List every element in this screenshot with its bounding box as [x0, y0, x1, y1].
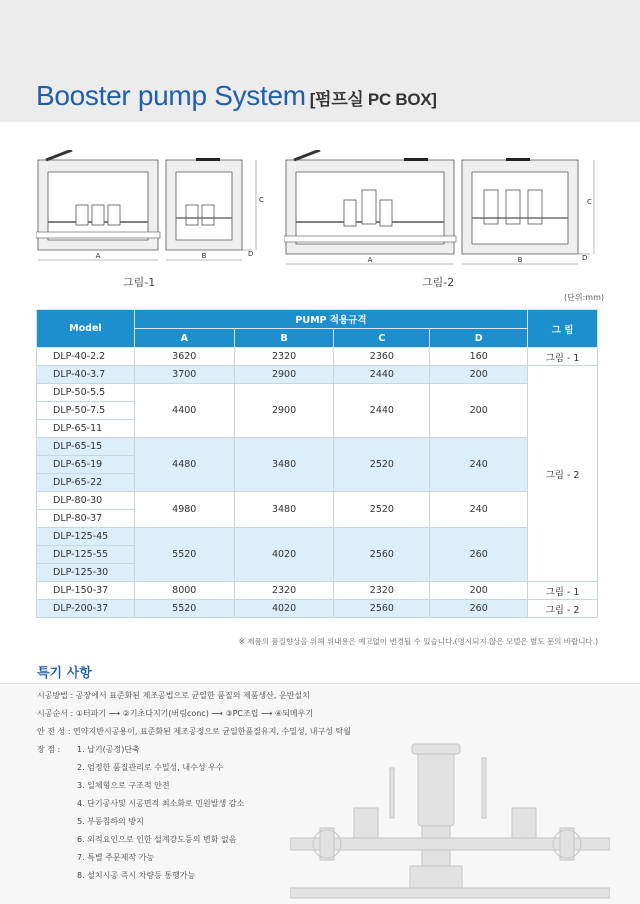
table-row	[37, 582, 598, 600]
b-cell: 2320	[234, 582, 334, 600]
figure-cell: 그림 - 2	[528, 366, 598, 582]
c-cell: 2520	[334, 438, 430, 492]
a-cell: 3700	[134, 366, 234, 384]
table-row	[37, 528, 598, 546]
feature-order: 시공순서 : ①터파기 ⟶ ②기초다지기(버림conc) ⟶ ③PC조립 ⟶ ④되메우기	[37, 709, 314, 718]
header-d: D	[430, 329, 528, 348]
a-cell: 4980	[134, 492, 234, 528]
c-cell: 2520	[334, 492, 430, 528]
model-cell: DLP-125-55	[37, 546, 135, 564]
header-c: C	[334, 329, 430, 348]
unit-label: (단위:mm)	[564, 293, 604, 302]
fig2-label-a: A	[367, 256, 373, 264]
d-cell: 260	[430, 528, 528, 582]
a-cell: 3620	[134, 348, 234, 366]
a-cell: 8000	[134, 582, 234, 600]
figure-2-caption: 그림-2	[422, 276, 455, 289]
advantage-item: 8. 설치시공 즉시 차량등 통행가능	[77, 871, 196, 880]
feature-advantages-label: 장 점 :	[37, 745, 61, 754]
b-cell: 2900	[234, 366, 334, 384]
model-cell: DLP-125-45	[37, 528, 135, 546]
features-divider	[0, 683, 640, 684]
model-cell: DLP-50-5.5	[37, 384, 135, 402]
c-cell: 2320	[334, 582, 430, 600]
c-cell: 2440	[334, 366, 430, 384]
b-cell: 4020	[234, 600, 334, 618]
table-row	[37, 366, 598, 384]
b-cell: 3480	[234, 492, 334, 528]
pump-illustration	[290, 738, 610, 904]
b-cell: 2320	[234, 348, 334, 366]
a-cell: 5520	[134, 600, 234, 618]
d-cell: 240	[430, 492, 528, 528]
model-cell: DLP-80-30	[37, 492, 135, 510]
model-cell: DLP-65-22	[37, 474, 135, 492]
figures	[0, 150, 640, 300]
figure-cell: 그림 - 1	[528, 582, 598, 600]
table-row	[37, 600, 598, 618]
disclaimer-note: ※ 제품의 품질향상을 위해 위내용은 예고없이 변경될 수 있습니다.(명시되지 않은 모델은 별도 문의 바랍니다.)	[238, 637, 598, 646]
header-model: Model	[37, 310, 135, 348]
model-cell: DLP-65-11	[37, 420, 135, 438]
figure-cell: 그림 - 2	[528, 600, 598, 618]
spec-table	[36, 309, 598, 618]
advantage-item: 2. 엄정한 품질관리로 수밀성, 내수성 우수	[77, 763, 224, 772]
fig1-label-b: B	[201, 252, 207, 260]
d-cell: 260	[430, 600, 528, 618]
a-cell: 4480	[134, 438, 234, 492]
fig2-label-d: D	[582, 254, 588, 262]
d-cell: 200	[430, 582, 528, 600]
header-a: A	[134, 329, 234, 348]
fig1-label-a: A	[95, 252, 101, 260]
d-cell: 240	[430, 438, 528, 492]
advantage-item: 6. 외적요인으로 인한 설계강도등의 변화 없음	[77, 835, 237, 844]
b-cell: 3480	[234, 438, 334, 492]
model-cell: DLP-65-19	[37, 456, 135, 474]
fig1-label-c: C	[259, 196, 264, 204]
features-title: 특기 사항	[37, 666, 92, 681]
b-cell: 4020	[234, 528, 334, 582]
table-row	[37, 384, 598, 402]
header-figure: 그 림	[528, 310, 598, 348]
model-cell: DLP-125-30	[37, 564, 135, 582]
d-cell: 200	[430, 366, 528, 384]
figure-cell: 그림 - 1	[528, 348, 598, 366]
title-main: Booster pump System	[36, 80, 306, 111]
model-cell: DLP-50-7.5	[37, 402, 135, 420]
header-pump-spec: PUMP 적용규격	[134, 310, 527, 329]
advantage-item: 3. 일체형으로 구조적 안전	[77, 781, 170, 790]
model-cell: DLP-150-37	[37, 582, 135, 600]
feature-safety: 안 전 성 : 연약지반시공용이, 표준화된 제조공정으로 균일한품질유지, 수밀성, 내구성 탁월	[37, 727, 351, 736]
fig1-label-d: D	[248, 250, 254, 258]
advantage-item: 5. 부동침하의 방지	[77, 817, 144, 826]
d-cell: 200	[430, 384, 528, 438]
header-b: B	[234, 329, 334, 348]
a-cell: 5520	[134, 528, 234, 582]
model-cell: DLP-40-3.7	[37, 366, 135, 384]
figure-2-drawing	[284, 150, 604, 274]
model-cell: DLP-65-15	[37, 438, 135, 456]
table-row	[37, 348, 598, 366]
c-cell: 2440	[334, 384, 430, 438]
table-row	[37, 492, 598, 510]
c-cell: 2560	[334, 600, 430, 618]
model-cell: DLP-80-37	[37, 510, 135, 528]
advantage-item: 4. 단기공사및 시공면적 최소화로 민원발생 감소	[77, 799, 245, 808]
figure-1-drawing	[36, 150, 272, 270]
a-cell: 4400	[134, 384, 234, 438]
page-title	[36, 80, 437, 112]
table-row	[37, 438, 598, 456]
title-sub: [펌프실 PC BOX]	[309, 90, 437, 109]
model-cell: DLP-200-37	[37, 600, 135, 618]
fig2-label-c: C	[587, 198, 592, 206]
advantage-item: 1. 납기(공정)단축	[77, 745, 140, 754]
b-cell: 2900	[234, 384, 334, 438]
feature-method: 시공방법 : 공장에서 표준화된 제조공법으로 균일한 품질의 제품생산, 운반설치	[37, 691, 310, 700]
advantage-item: 7. 특별 주문제작 가능	[77, 853, 155, 862]
model-cell: DLP-40-2.2	[37, 348, 135, 366]
c-cell: 2360	[334, 348, 430, 366]
c-cell: 2560	[334, 528, 430, 582]
figure-1-caption: 그림-1	[123, 276, 156, 289]
d-cell: 160	[430, 348, 528, 366]
fig2-label-b: B	[517, 256, 523, 264]
